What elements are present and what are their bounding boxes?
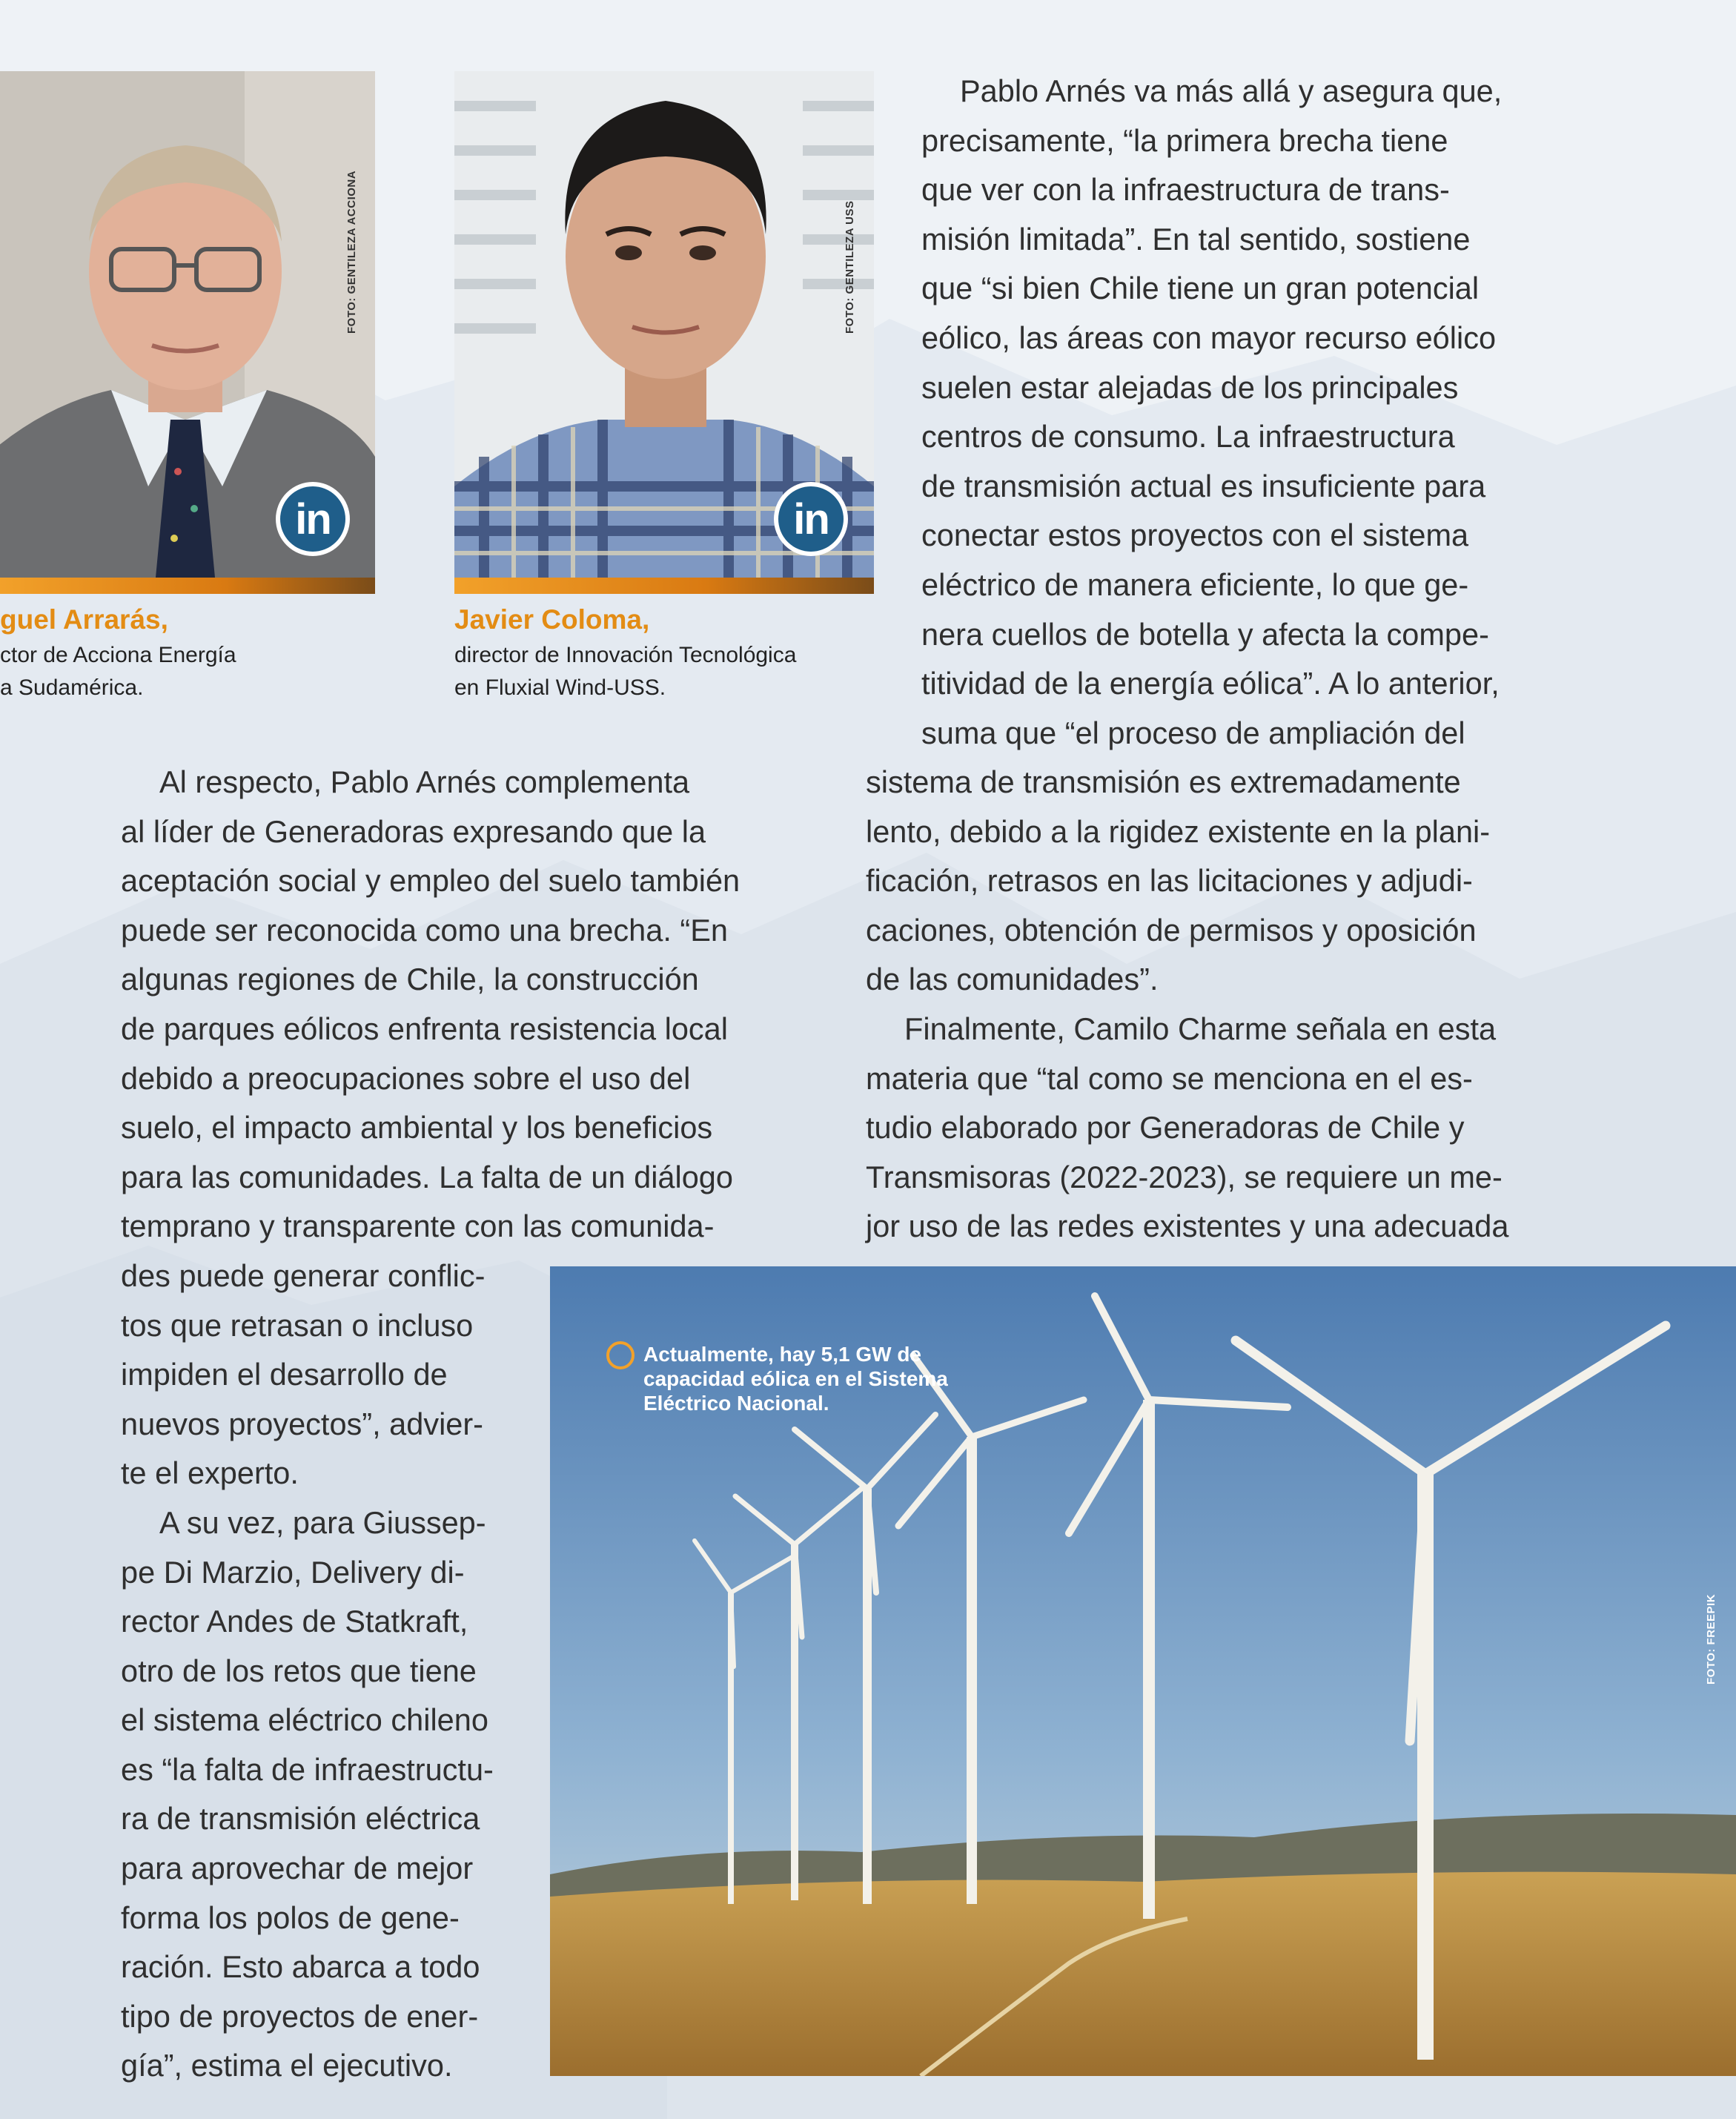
accent-bar: [454, 578, 874, 594]
caption-marker-icon: [606, 1341, 635, 1369]
photo-credit-freepik: FOTO: FREEPIK: [1705, 1593, 1717, 1685]
profile-role: director de Innovación Tecnológica en Fluxial Wind-USS.: [454, 643, 797, 700]
article-column-right-bottom: sistema de transmisión es extremadamente lento, debido a la rigidez existente en la plani- ficación, retrasos en las licitaciones y adjudi- caciones, obtención de permisos y oposición de las comunidades”. Finalmente, Camilo Charme señala en esta materia que “tal como se menciona en el es- tudio elaborado por Generadoras de Chile y Transmisoras (2022-2023), se requiere un me- jor uso de las redes existentes y una adecuada: [866, 764, 1509, 1244]
article-column-right-top: Pablo Arnés va más allá y asegura que, precisamente, “la primera brecha tiene que ver con la infraestructura de trans- misión limitada”. En tal sentido, sostiene que “si bien Chile tiene un gran potencial eólico, las áreas con mayor recurso eólico suelen estar alejadas de los principales centros de consumo. La infraestructura de transmisión actual es insuficiente para conectar estos proyectos con el sistema eléctrico de manera eficiente, lo que ge- nera cuellos de botella y afecta la compe- titividad de la energía eólica”. A lo anterior, suma que “el proceso de ampliación del: [921, 73, 1503, 750]
profile-name: Javier Coloma,: [454, 604, 650, 635]
accent-bar: [0, 578, 375, 594]
profile-name: guel Arrarás,: [0, 604, 168, 635]
photo-caption: Actualmente, hay 5,1 GW de capacidad eólica en el Sistema Eléctrico Nacional.: [643, 1343, 948, 1415]
photo-credit-acciona: FOTO: GENTILEZA ACCIONA: [345, 170, 358, 334]
linkedin-icon[interactable]: in: [774, 482, 848, 556]
linkedin-icon[interactable]: in: [276, 482, 350, 556]
photo-credit-uss: FOTO: GENTILEZA USS: [844, 200, 856, 334]
article-column-left: Al respecto, Pablo Arnés complementa al líder de Generadoras expresando que la aceptación social y empleo del suelo también puede ser reconocida como una brecha. “En algunas regiones de Chile, la construcción de parques eólicos enfrenta resistencia local debido a preocupaciones sobre el uso del suelo, el impacto ambiental y los beneficios para las comunidades. La falta de un diálogo temprano y transparente con las comunida- des puede generar conflic- tos que retrasan o incluso impiden el desarrollo de nuevos proyectos”, advier- te el experto. A su vez, para Giussep- pe Di Marzio, Delivery di- rector Andes de Statkraft, otro de los retos que tiene el sistema eléctrico chileno es “la falta de infraestructu- ra de transmisión eléctrica para aprovechar de mejor forma los polos de gene- ración. Esto abarca a todo tipo de proyectos de ener- gía”, estima el ejecutivo.: [121, 764, 741, 2083]
profile-role: ctor de Acciona Energía a Sudamérica.: [0, 643, 236, 700]
